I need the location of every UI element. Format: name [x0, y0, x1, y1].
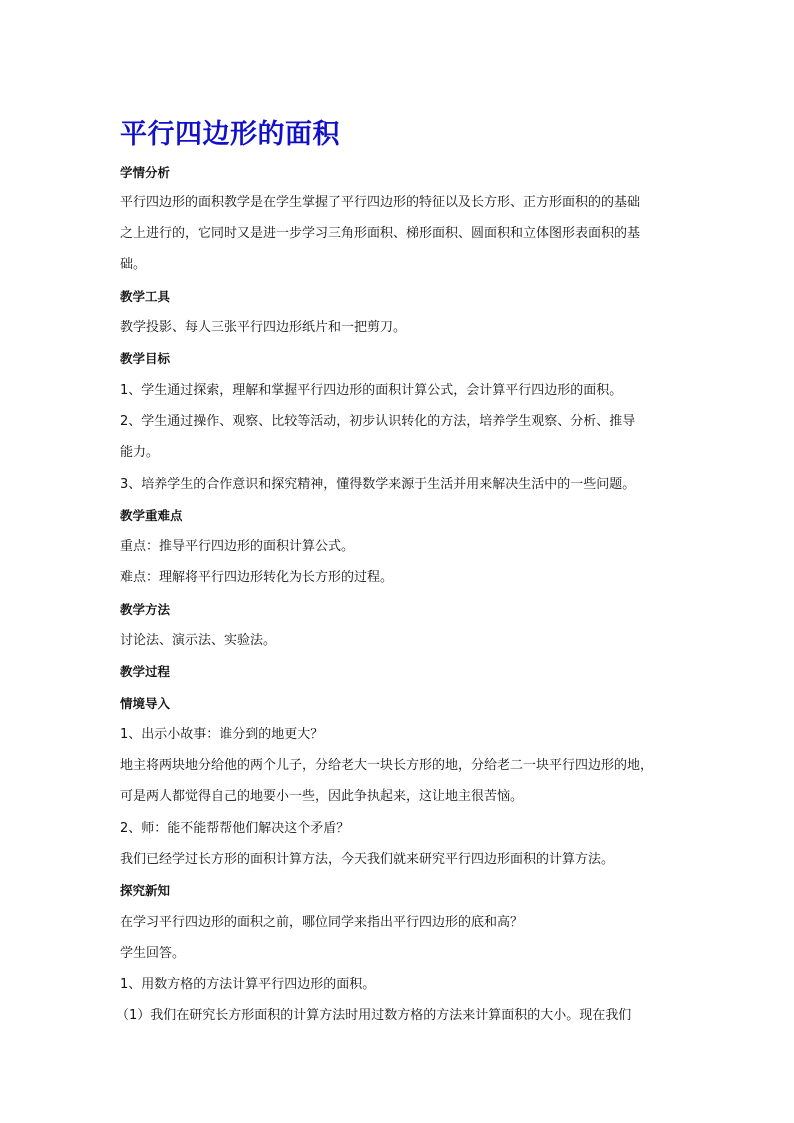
- paragraph-line: 2、师：能不能帮帮他们解决这个矛盾？: [120, 821, 350, 836]
- paragraph-line: 可是两人都觉得自己的地要小一些，因此争执起来，这让地主很苦恼。: [120, 789, 524, 804]
- paragraph-line: 讨论法、演示法、实验法。: [120, 633, 277, 648]
- paragraph-line: 2、学生通过操作、观察、比较等活动，初步认识转化的方法，培养学生观察、分析、推导: [120, 414, 636, 429]
- paragraph-line: （1）我们在研究长方形面积的计算方法时用过数方格的方法来计算面积的大小。现在我们: [116, 1008, 632, 1023]
- section-heading: 教学工具: [120, 289, 171, 304]
- document-title: 平行四边形的面积: [120, 119, 340, 150]
- paragraph-line: 难点：理解将平行四边形转化为长方形的过程。: [120, 570, 394, 585]
- paragraph-line: 在学习平行四边形的面积之前，哪位同学来指出平行四边形的底和高？: [120, 915, 524, 930]
- paragraph-line: 3、培养学生的合作意识和探究精神，懂得数学来源于生活并用来解决生活中的一些问题。: [120, 477, 636, 492]
- section-heading: 教学方法: [120, 602, 171, 617]
- section-heading: 教学重难点: [120, 508, 183, 523]
- paragraph-line: 重点：推导平行四边形的面积计算公式。: [120, 539, 355, 554]
- paragraph-line: 地主将两块地分给他的两个儿子，分给老大一块长方形的地，分给老二一块平行四边形的地，: [120, 758, 654, 773]
- section-heading: 探究新知: [120, 883, 171, 898]
- paragraph-line: 础。: [120, 257, 147, 272]
- paragraph-line: 平行四边形的面积教学是在学生掌握了平行四边形的特征以及长方形、正方形面积的的基础: [120, 195, 641, 210]
- section-heading: 情境导入: [120, 696, 171, 711]
- paragraph-line: 学生回答。: [120, 946, 186, 961]
- paragraph-line: 1、学生通过探索，理解和掌握平行四边形的面积计算公式，会计算平行四边形的面积。: [120, 383, 623, 398]
- paragraph-line: 我们已经学过长方形的面积计算方法，今天我们就来研究平行四边形面积的计算方法。: [120, 852, 615, 867]
- section-heading: 教学目标: [120, 351, 171, 366]
- section-heading: 教学过程: [120, 664, 171, 679]
- section-heading: 学情分析: [120, 165, 171, 180]
- paragraph-line: 能力。: [120, 445, 160, 460]
- paragraph-line: 1、出示小故事：谁分到的地更大？: [120, 727, 324, 742]
- paragraph-line: 教学投影、每人三张平行四边形纸片和一把剪刀。: [120, 320, 407, 335]
- paragraph-line: 之上进行的，它同时又是进一步学习三角形面积、梯形面积、圆面积和立体图形表面积的基: [120, 226, 641, 241]
- paragraph-line: 1、用数方格的方法计算平行四边形的面积。: [120, 977, 376, 992]
